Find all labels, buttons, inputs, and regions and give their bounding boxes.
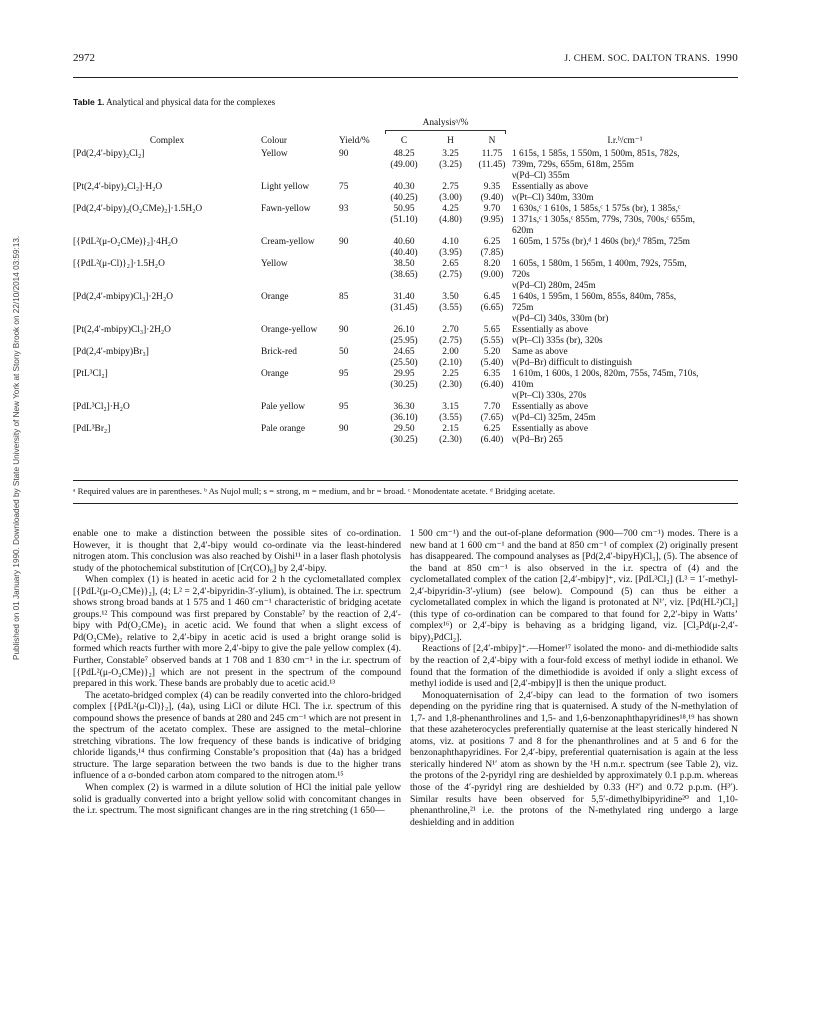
cell-ir (512, 292, 738, 325)
cell-c-line: 40.30 (393, 182, 415, 192)
cell-h-line: (2.75) (439, 270, 462, 280)
cell-n (472, 204, 512, 237)
cell-h-line: (3.95) (439, 248, 462, 258)
cell-h-line: (3.55) (439, 303, 462, 313)
cell-ir-line: ν(Pd–Br) difficult to distinguish (512, 358, 632, 368)
cell-ir-line: 739m, 729s, 655m, 618m, 255m (512, 160, 634, 170)
cell-n-line: 6.25 (483, 237, 501, 247)
cell-n-line: (7.85) (480, 248, 504, 258)
cell-n (472, 237, 512, 259)
cell-ir (512, 424, 738, 446)
cell-colour: Yellow (261, 149, 288, 159)
cell-complex: [PdL³Cl₂]·H₂O (73, 402, 130, 412)
cell-h-line: 2.65 (442, 259, 459, 269)
cell-c-line: 29.50 (393, 424, 415, 434)
cell-h (429, 204, 472, 237)
cell-ir-line: Essentially as above (512, 424, 589, 434)
cell-ir-line: Essentially as above (512, 325, 589, 335)
col-header-yield: Yield/% (339, 136, 370, 146)
analysis-header-label: Analysisᵃ/% (422, 118, 469, 128)
cell-n (472, 369, 512, 402)
download-notice: Published on 01 January 1990. Downloaded by State University of New York at Stony Brook on 22/10/2014 03:59:13. (12, 235, 21, 660)
cell-c (379, 402, 429, 424)
cell-h-line: 2.75 (442, 182, 459, 192)
table-row (73, 237, 738, 259)
body-paragraph: When complex (1) is heated in acetic acid for 2 h the cyclometallated complex [{PdL²(μ-O₂CMe)}₂], (4; L² = 2,4′-bipyridin-3′-ylium), is obtained. The i.r. spectrum shows strong broad bands at 1 575 and 1 460 cm⁻¹ characteristic of bridging acetate groups.¹² This compound was first prepared by Constable⁷ by the reaction of 2,4′-bipy with Pd(O₂CMe)₂ in acetic acid. We found that when a slight excess of Pd(O₂CMe)₂ relative to 2,4′-bipy in acetic acid is used a bright orange solid is formed which reacts further with more 2,4′-bipy to give the pale yellow complex (4). Further, Constable⁷ observed bands at 1 708 and 1 830 cm⁻¹ in the i.r. spectrum of [{PdL²(μ-O₂CMe)}₂] which are not present in the spectrum of the compound prepared in this work. These bands are probably due to acetic acid.¹³ (73, 574, 401, 690)
cell-ir-line: 1 610m, 1 600s, 1 200s, 820m, 755s, 745m, 710s, (512, 369, 699, 379)
cell-h (429, 325, 472, 347)
cell-c (379, 347, 429, 369)
table-body (73, 149, 738, 446)
page-header (73, 52, 738, 68)
cell-c (379, 292, 429, 325)
cell-c-line: (40.25) (390, 193, 418, 203)
cell-c-line: 40.60 (393, 237, 415, 247)
journal-name (564, 52, 738, 64)
table-row (73, 347, 738, 369)
cell-ir-line: 1 640s, 1 595m, 1 560m, 855s, 840m, 785s, (512, 292, 677, 302)
page-number: 2972 (73, 52, 95, 64)
cell-h-line: 2.25 (442, 369, 459, 379)
cell-ir-line: ν(Pd–Cl) 340s, 330m (br) (512, 314, 609, 324)
table-row (73, 204, 738, 237)
body-paragraph: Reactions of [2,4′-mbipy]⁺.—Homer¹⁷ isolated the mono- and di-methiodide salts by the reaction of 2,4′-bipy with a four-fold excess of methyl iodide in ethanol. We found that the formation of the dimethiodide is avoided if only a slight excess of methyl iodide is used and [2,4′-mbipy]I is then the unique product. (410, 643, 738, 690)
cell-h-line: (4.80) (439, 215, 462, 225)
cell-n-line: 6.45 (483, 292, 501, 302)
cell-ir (512, 237, 738, 259)
cell-yield: 90 (339, 424, 349, 434)
table-caption (73, 97, 275, 107)
table-bottom-rule (73, 480, 738, 481)
cell-n (472, 149, 512, 182)
cell-n-line: 9.70 (483, 204, 501, 214)
cell-c-line: (30.25) (390, 380, 418, 390)
cell-complex: [PtL³Cl₂] (73, 369, 108, 379)
body-right-column (410, 528, 738, 828)
cell-colour: Fawn-yellow (261, 204, 311, 214)
cell-c-line: 50.95 (393, 204, 415, 214)
cell-h-line: (2.30) (439, 380, 462, 390)
cell-ir-line: 1 630s,ᶜ 1 610s, 1 585s,ᶜ 1 575s (br), 1 385s,ᶜ (512, 204, 681, 214)
cell-ir-line: 1 371s,ᶜ 1 305s,ᶜ 855m, 779s, 730s, 700s,ᶜ 655m, (512, 215, 695, 225)
cell-colour: Yellow (261, 259, 288, 269)
body-paragraph: The acetato-bridged complex (4) can be readily converted into the chloro-bridged complex [{PdL²(μ-Cl)}₂], (4a), using LiCl or dilute HCl. The i.r. spectrum of this compound shows the presence of bands at 280 and 245 cm⁻¹ which are not present in the spectrum of the acetato complex. These are assigned to the metal–chlorine stretching vibrations. The low frequency of these bands is indicative of bridging chloride ligands,¹⁴ thus confirming Constable’s proposition that (4a) has a bridged structure. The large separation between the two bands is due to the higher trans influence of a σ-bonded carbon atom compared to the nitrogen atom.¹⁵ (73, 689, 401, 782)
cell-h (429, 259, 472, 292)
cell-h (429, 347, 472, 369)
cell-ir-line: Essentially as above (512, 402, 589, 412)
col-header-n: N (488, 136, 496, 146)
cell-c-line: (31.45) (390, 303, 418, 313)
cell-h-line: 2.70 (442, 325, 459, 335)
analytical-data-table (73, 118, 738, 446)
table-row (73, 292, 738, 325)
table-header-row (73, 136, 738, 149)
cell-complex: [Pd(2,4′-bipy)₂Cl₂] (73, 149, 145, 159)
cell-c-line: (25.95) (390, 336, 418, 346)
cell-ir-line: 1 615s, 1 585s, 1 550m, 1 500m, 851s, 782s, (512, 149, 680, 159)
cell-h-line: 3.15 (442, 402, 459, 412)
cell-h-line: (3.00) (439, 193, 462, 203)
cell-c (379, 325, 429, 347)
cell-h-line: (3.55) (439, 413, 462, 423)
cell-n-line: (9.00) (480, 270, 504, 280)
cell-yield: 93 (339, 204, 349, 214)
cell-ir-line: ν(Pd–Cl) 355m (512, 171, 570, 181)
body-paragraph: 1 500 cm⁻¹) and the out-of-plane deformation (900—700 cm⁻¹) modes. There is a new band at 1 600 cm⁻¹ and the band at 850 cm⁻¹ of complex (2) originally present has disappeared. The compound analyses as [Pd(2,4′-bipyH)Cl₃], (5). The absence of the band at 850 cm⁻¹ is also observed in the i.r. spectra of (4) and the cyclometallated complex of the cation [2,4′-mbipy]⁺, viz. [PdL³Cl₂] (L³ = 1′-methyl-2,4′-bipyridin-3′-ylium) (see below). Compound (5) can thus be either a cyclometallated complex in which the ligand is protonated at N¹′, viz. [Pd(HL²)Cl₂] (this type of co-ordination can be compared to that found for 2,2′-bipy in Watts’ complex¹⁶) or 2,4′-bipy is behaving as a bridging ligand, viz. [Cl₂Pd(μ-2,4′-bipy)₂PdCl₂]. (410, 528, 738, 643)
cell-h-line: (2.10) (439, 358, 462, 368)
cell-colour: Cream-yellow (261, 237, 315, 247)
cell-h-line: 2.00 (442, 347, 459, 357)
cell-yield: 90 (339, 237, 349, 247)
cell-colour: Orange (261, 369, 289, 379)
col-header-colour: Colour (261, 136, 288, 146)
cell-ir-line: ν(Pt–Cl) 335s (br), 320s (512, 336, 603, 346)
cell-ir (512, 259, 738, 292)
cell-n-line: (7.65) (480, 413, 504, 423)
cell-ir-line: Essentially as above (512, 182, 589, 192)
cell-yield: 75 (339, 182, 349, 192)
table-label: Table 1. (73, 97, 105, 107)
cell-n (472, 325, 512, 347)
cell-h-line: (2.30) (439, 435, 462, 445)
table-footnote: ᵃ Required values are in parentheses. ᵇ As Nujol mull; s = strong, m = medium, and br = broad. ᶜ Monodentate acetate. ᵈ Bridging acetate. (73, 486, 556, 496)
journal-title: J. CHEM. SOC. DALTON TRANS. (564, 54, 711, 64)
cell-c (379, 237, 429, 259)
cell-c-line: (25.50) (390, 358, 418, 368)
cell-n-line: (5.40) (480, 358, 504, 368)
cell-n-line: 8.20 (483, 259, 501, 269)
cell-c (379, 369, 429, 402)
cell-yield: 90 (339, 325, 349, 335)
cell-complex: [Pt(2,4′-bipy)₂Cl₂]·H₂O (73, 182, 163, 192)
table-row (73, 369, 738, 402)
cell-c-line: 26.10 (393, 325, 415, 335)
cell-n-line: 6.25 (483, 424, 501, 434)
cell-colour: Brick-red (261, 347, 297, 357)
cell-c-line: 29.95 (393, 369, 415, 379)
cell-h (429, 292, 472, 325)
cell-colour: Light yellow (261, 182, 310, 192)
cell-ir-line: 410m (512, 380, 534, 390)
table-row (73, 149, 738, 182)
cell-ir-line: ν(Pt–Cl) 330s, 270s (512, 391, 587, 401)
cell-ir-line: 1 605s, 1 580m, 1 565m, 1 400m, 792s, 755m, (512, 259, 687, 269)
cell-complex: [{PdL²(μ-Cl)}₂]·1.5H₂O (73, 259, 165, 269)
table-header-group-row (73, 118, 738, 136)
cell-n-line: (5.55) (480, 336, 504, 346)
cell-c-line: 31.40 (393, 292, 415, 302)
analysis-bracket (385, 130, 506, 134)
cell-h-line: 3.25 (442, 149, 459, 159)
body-left-column (73, 528, 401, 817)
cell-n (472, 259, 512, 292)
cell-n-line: 11.75 (481, 149, 503, 159)
cell-c-line: (38.65) (390, 270, 418, 280)
cell-c-line: 36.30 (393, 402, 415, 412)
cell-c-line: (36.10) (390, 413, 418, 423)
cell-h (429, 237, 472, 259)
cell-ir-line: ν(Pd–Br) 265 (512, 435, 563, 445)
header-rule (73, 77, 738, 78)
cell-complex: [{PdL²(μ-O₂CMe)}₂]·4H₂O (73, 237, 178, 247)
cell-n (472, 347, 512, 369)
cell-ir (512, 204, 738, 237)
cell-ir-line: 1 605m, 1 575s (br),ᵈ 1 460s (br),ᵈ 785m, 725m (512, 237, 690, 247)
cell-yield: 95 (339, 402, 349, 412)
cell-h-line: 3.50 (442, 292, 459, 302)
cell-ir (512, 369, 738, 402)
cell-colour: Orange-yellow (261, 325, 318, 335)
cell-ir (512, 402, 738, 424)
table-row (73, 325, 738, 347)
cell-n (472, 292, 512, 325)
cell-h-line: (2.75) (439, 336, 462, 346)
cell-ir-line: Same as above (512, 347, 568, 357)
analysis-header (379, 118, 512, 136)
cell-c (379, 204, 429, 237)
cell-h (429, 402, 472, 424)
cell-c-line: (40.40) (390, 248, 418, 258)
cell-h-line: 2.15 (442, 424, 459, 434)
cell-complex: [Pd(2,4′-mbipy)Br₃] (73, 347, 149, 357)
cell-c-line: (51.10) (390, 215, 418, 225)
body-paragraph: enable one to make a distinction between the possible sites of co-ordination. However, it is thought that 2,4′-bipy would co-ordinate via the least-hindered nitrogen atom. This conclusion was also reached by Oishi¹¹ in a laser flash photolysis study of the photochemical substitution of [Cr(CO)₆] by 2,4′-bipy. (73, 528, 401, 574)
cell-h (429, 424, 472, 446)
footnote-rule (73, 503, 738, 504)
cell-c (379, 182, 429, 204)
cell-h (429, 182, 472, 204)
cell-colour: Orange (261, 292, 289, 302)
cell-h (429, 149, 472, 182)
cell-c-line: (30.25) (390, 435, 418, 445)
cell-h (429, 369, 472, 402)
col-header-c: C (400, 136, 408, 146)
cell-c (379, 424, 429, 446)
cell-n-line: 7.70 (483, 402, 501, 412)
cell-n-line: (6.65) (480, 303, 504, 313)
cell-yield: 95 (339, 369, 349, 379)
cell-n-line: (6.40) (480, 435, 504, 445)
cell-ir-line: ν(Pt–Cl) 340m, 330m (512, 193, 594, 203)
cell-colour: Pale yellow (261, 402, 306, 412)
cell-complex: [PdL³Br₂] (73, 424, 111, 434)
cell-c-line: 24.65 (393, 347, 415, 357)
table-row (73, 182, 738, 204)
table-row (73, 424, 738, 446)
col-header-h: H (447, 136, 454, 146)
cell-n-line: (9.40) (480, 193, 504, 203)
cell-c (379, 259, 429, 292)
cell-c (379, 149, 429, 182)
col-header-complex: Complex (149, 136, 185, 146)
cell-yield: 85 (339, 292, 349, 302)
cell-yield (339, 259, 379, 292)
cell-ir-line: 720s (512, 270, 530, 280)
cell-ir-line: 725m (512, 303, 534, 313)
body-paragraph: When complex (2) is warmed in a dilute solution of HCl the initial pale yellow solid is gradually converted into a bright yellow solid with concomitant changes in the i.r. spectrum. The most significant changes are in the ring stretching (1 650— (73, 782, 401, 817)
cell-ir-line: 620m (512, 226, 534, 236)
cell-n (472, 402, 512, 424)
cell-yield: 90 (339, 149, 349, 159)
cell-c-line: (49.00) (390, 160, 418, 170)
col-header-ir: I.r.ᵇ/cm⁻¹ (607, 136, 643, 146)
cell-n-line: 5.20 (483, 347, 501, 357)
cell-colour: Pale orange (261, 424, 305, 434)
table-caption-text: Analytical and physical data for the complexes (106, 97, 276, 107)
table-row (73, 259, 738, 292)
cell-h-line: (3.25) (439, 160, 462, 170)
cell-n-line: 5.65 (483, 325, 501, 335)
cell-ir (512, 182, 738, 204)
cell-n-line: 9.35 (483, 182, 501, 192)
table-row (73, 402, 738, 424)
cell-n (472, 424, 512, 446)
journal-year: 1990 (714, 52, 738, 64)
cell-h-line: 4.25 (442, 204, 459, 214)
cell-n-line: 6.35 (483, 369, 501, 379)
cell-n-line: (11.45) (478, 160, 506, 170)
cell-ir-line: ν(Pd–Cl) 280m, 245m (512, 281, 596, 291)
cell-ir (512, 325, 738, 347)
cell-h-line: 4.10 (442, 237, 459, 247)
cell-complex: [Pd(2,4′-bipy)₂(O₂CMe)₂]·1.5H₂O (73, 204, 203, 214)
cell-c-line: 48.25 (393, 149, 415, 159)
cell-c-line: 38.50 (393, 259, 415, 269)
cell-ir (512, 149, 738, 182)
cell-n (472, 182, 512, 204)
body-paragraph: Monoquaternisation of 2,4′-bipy can lead to the formation of two isomers depending on the pyridine ring that is quaternised. A study of the N-methylation of 1,7- and 1,8-phenanthrolines and 1,5- and 1,6-benzonaphthapyridines¹⁸,¹⁹ has shown that these azaheterocycles preferentially quaternise at the least sterically hindered N atoms, viz. at positions 7 and 8 for the phenanthrolines and at 5 and 6 for the benzonaphthapyridines. For 2,4′-bipy, preferential quaternisation is again at the less sterically hindered N¹′ atom as shown by the ¹H n.m.r. spectrum (see Table 2), viz. the protons of the 2-pyridyl ring are deshielded by approximately 0.1 p.p.m. whereas those of the 4′-pyridyl ring are deshielded by 0.33 (H²′) and 0.72 p.p.m. (H³′). Similar results have been observed for 5,5′-dimethylbipyridine²⁰ and 1,10-phenanthroline,²¹ i.e. the protons of the N-methylated ring undergo a large deshielding and in addition (410, 689, 738, 828)
cell-complex: [Pd(2,4′-mbipy)Cl₃]·2H₂O (73, 292, 173, 302)
cell-complex: [Pt(2,4′-mbipy)Cl₃]·2H₂O (73, 325, 171, 335)
cell-n-line: (6.40) (480, 380, 504, 390)
cell-ir (512, 347, 738, 369)
cell-ir-line: ν(Pd–Cl) 325m, 245m (512, 413, 596, 423)
cell-yield: 50 (339, 347, 349, 357)
download-watermark (0, 140, 21, 660)
cell-n-line: (9.95) (480, 215, 504, 225)
